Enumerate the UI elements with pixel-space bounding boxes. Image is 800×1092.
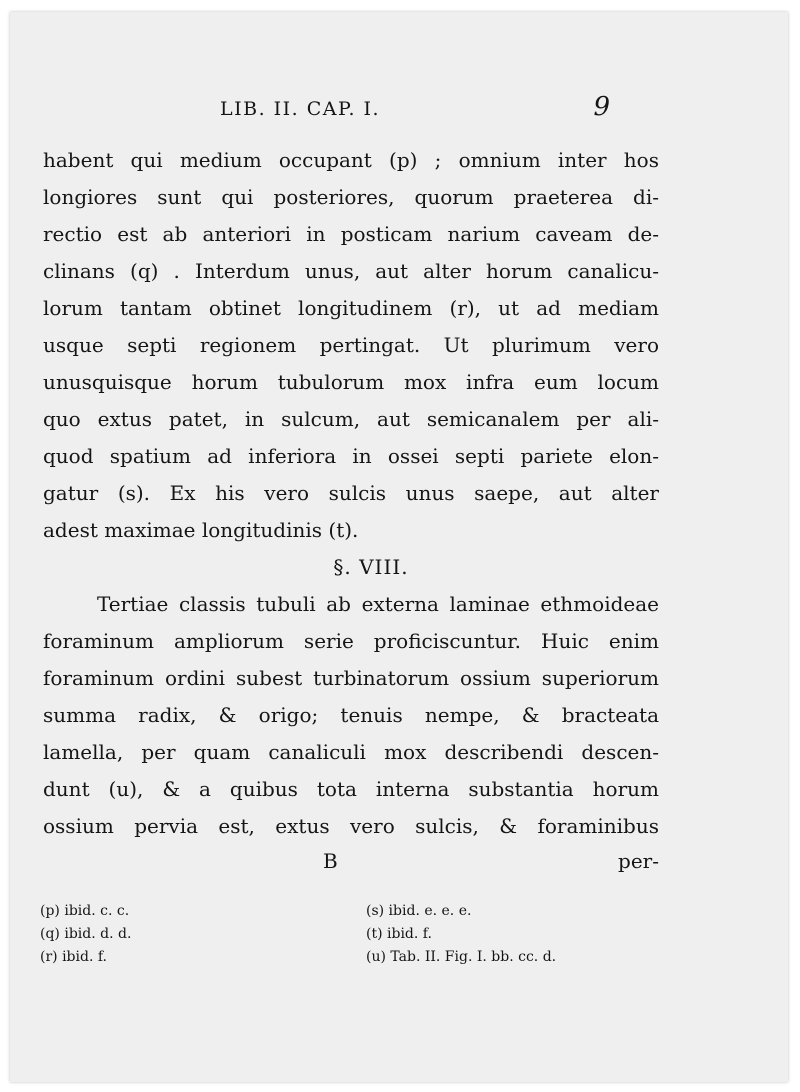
footnote: (u) Tab. II. Fig. I. bb. cc. d. [366,949,557,965]
footnote: (r) ibid. f. [40,949,107,965]
text-line: longiores sunt qui posteriores, quorum praeterea di- [43,185,659,209]
text-line: rectio est ab anteriori in posticam narium caveam de- [43,222,659,246]
footnotes-right-column [366,900,556,969]
section-heading: §. VIII. [333,555,409,579]
text-line: foraminum ordini subest turbinatorum ossium superiorum [43,666,659,690]
signature-mark: B [323,849,338,873]
book-page [10,12,788,1082]
text-line: usque septi regionem pertingat. Ut plurimum vero [43,333,659,357]
signature-row [43,845,659,887]
footnotes-left-column [40,900,131,969]
text-line: adest maximae longitudinis (t). [43,518,359,542]
text-line: clinans (q) . Interdum unus, aut alter horum canalicu- [43,259,659,283]
footnote: (p) ibid. c. c. [40,903,130,919]
text-line: quod spatium ad inferiora in ossei septi pariete elon- [43,444,659,468]
catchword: per- [618,849,659,873]
footnote: (t) ibid. f. [366,926,432,942]
text-line: foraminum ampliorum serie proficiscuntur. Huic enim [43,629,659,653]
main-text [43,142,659,887]
text-line: gatur (s). Ex his vero sulcis unus saepe, aut alter [43,481,659,505]
text-line: Tertiae classis tubuli ab externa laminae ethmoideae [97,592,659,616]
text-line: lamella, per quam canaliculi mox describendi descen- [43,740,659,764]
text-line: quo extus patet, in sulcum, aut semicanalem per ali- [43,407,659,431]
page-number: 9 [593,92,610,122]
text-line: summa radix, & origo; tenuis nempe, & bracteata [43,703,659,727]
footnote: (s) ibid. e. e. e. [366,903,472,919]
footnote: (q) ibid. d. d. [40,926,132,942]
text-line: dunt (u), & a quibus tota interna substantia horum [43,777,659,801]
text-line: ossium pervia est, extus vero sulcis, & foraminibus [43,814,659,838]
page-header [220,92,610,132]
text-line: lorum tantam obtinet longitudinem (r), ut ad mediam [43,296,659,320]
text-line: habent qui medium occupant (p) ; omnium inter hos [43,148,659,172]
text-line: unusquisque horum tubulorum mox infra eum locum [43,370,659,394]
running-head: LIB. II. CAP. I. [220,98,381,120]
